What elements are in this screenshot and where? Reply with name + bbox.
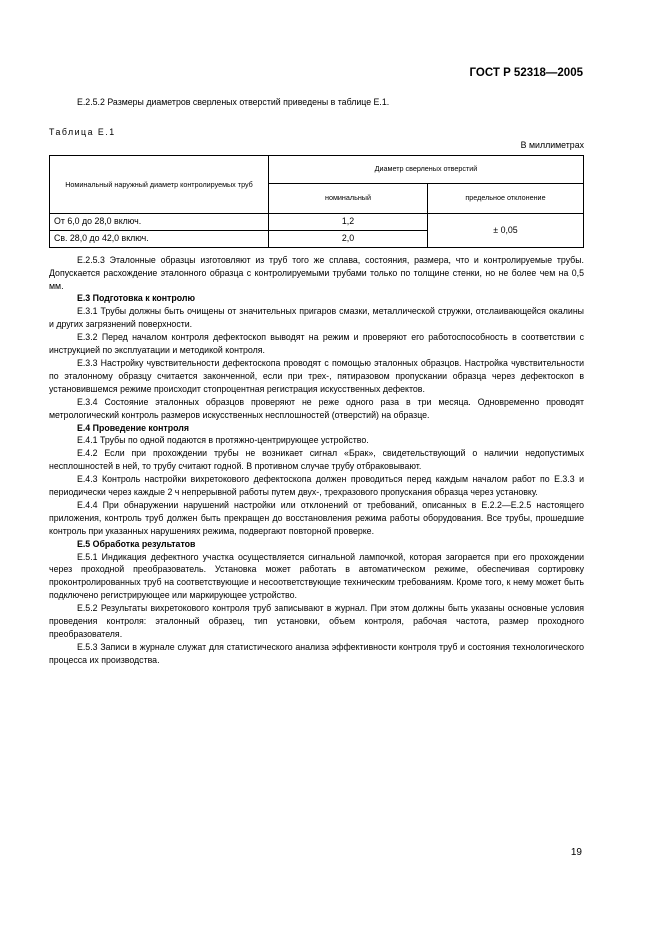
paragraph-e41: Е.4.1 Трубы по одной подаются в протяжно-центрирующее устройство. [77,435,369,446]
table-header-row [50,155,584,183]
paragraph-e42: Е.4.2 Если при прохождении трубы не возникает сигнал «Брак», свидетельствующий о наличии недопустимых несплошностей в ней, то трубу считают годной. В противном случае трубу отбраковывают. [49,448,584,472]
paragraph-e33: Е.3.3 Настройку чувствительности дефектоскопа проводят с помощью эталонных образцов. Настройка чувствительности по эталонному образцу считается законченной, если при трех-, пятиразовом пропускании образца через дефектоскоп в установившемся режиме происходит стопроцентная регистрация искусственных дефектов. [49,357,584,394]
document-id: ГОСТ Р 52318—2005 [469,67,583,79]
page-content [49,92,584,667]
section-heading-e4: Е.4 Проведение контроля [77,422,189,433]
page-number: 19 [570,847,582,858]
tolerance-value: ± 0,05 [428,213,584,247]
row-range: Св. 28,0 до 42,0 включ. [50,230,269,247]
paragraph-e53: Е.5.3 Записи в журнале служат для статистического анализа эффективности контроля труб и состояния технологического процесса их производства. [49,641,584,665]
paragraph-e51: Е.5.1 Индикация дефектного участка осуществляется сигнальной лампочкой, которая загорается при его прохождении через проходной преобразователь. Установка может работать в автоматическом режиме, обеспечивая сортировку проконтролированных труб на соответствующие и несоответствующие техническим требованиям. Кроме того, к нему может быть подключено регистрирующее или маркирующее устройство. [49,551,584,601]
table-units: В миллиметрах [520,139,584,150]
table-row [50,213,584,230]
paragraph-e34: Е.3.4 Состояние эталонных образцов проверяют не реже одного раза в три месяца. Одновременно проводят метрологический контроль размеров искусственных несплошностей (отверстий) на образце. [49,396,584,420]
section-heading-e5: Е.5 Обработка результатов [77,538,196,549]
section-heading-e3: Е.3 Подготовка к контролю [77,293,195,304]
paragraph-e31: Е.3.1 Трубы должны быть очищены от значительных пригаров смазки, металлической стружки, отслаивающейся окалины и других загрязнений поверхности. [49,306,584,330]
row-nominal-value: 2,0 [269,230,428,247]
header-nominal-diameter: Номинальный наружный диаметр контролируемых труб [50,155,269,213]
paragraph-e252: Е.2.5.2 Размеры диаметров сверленых отверстий приведены в таблице Е.1. [77,97,390,107]
row-nominal-value: 1,2 [269,213,428,230]
paragraph-e32: Е.3.2 Перед началом контроля дефектоскоп выводят на режим и проверяют его работоспособность в соответствии с инструкцией по эксплуатации и методикой контроля. [49,332,584,356]
subheader-tolerance: предельное отклонение [428,183,584,213]
row-range: От 6,0 до 28,0 включ. [50,213,269,230]
paragraph-e44: Е.4.4 При обнаружении нарушений настройки или отклонений от требований, описанных в Е.2.2—Е.2.5 настоящего приложения, контроль труб должен быть прекращен до восстановления режима работы оборудования. Все трубы, прошедшие контроль при указанных нарушениях режима, подвергают повторной проверке. [49,499,584,536]
paragraph-e253: Е.2.5.3 Эталонные образцы изготовляют из труб того же сплава, состояния, размера, что и контролируемые трубы. Допускается расхождение эталонного образца с контролируемыми трубами только по толщине стенки, но не более чем на 0,5 мм. [49,254,584,291]
subheader-nominal: номинальный [269,183,428,213]
drilled-holes-table [49,155,584,248]
header-hole-diameter: Диаметр сверленых отверстий [269,155,584,183]
table-caption: Таблица Е.1 [49,126,116,137]
paragraph-e43: Е.4.3 Контроль настройки вихретокового дефектоскопа должен проводиться перед каждым началом работ по Е.3.3 и периодически через каждые 2 ч непрерывной работы путем двух-, трехразового пропускания образца через установку. [49,474,584,498]
paragraph-e52: Е.5.2 Результаты вихретокового контроля труб записывают в журнал. При этом должны быть указаны основные условия проведения контроля: эталонный образец, тип установки, объем контроля, рабочая частота, размер проходного преобразователя. [49,603,584,639]
